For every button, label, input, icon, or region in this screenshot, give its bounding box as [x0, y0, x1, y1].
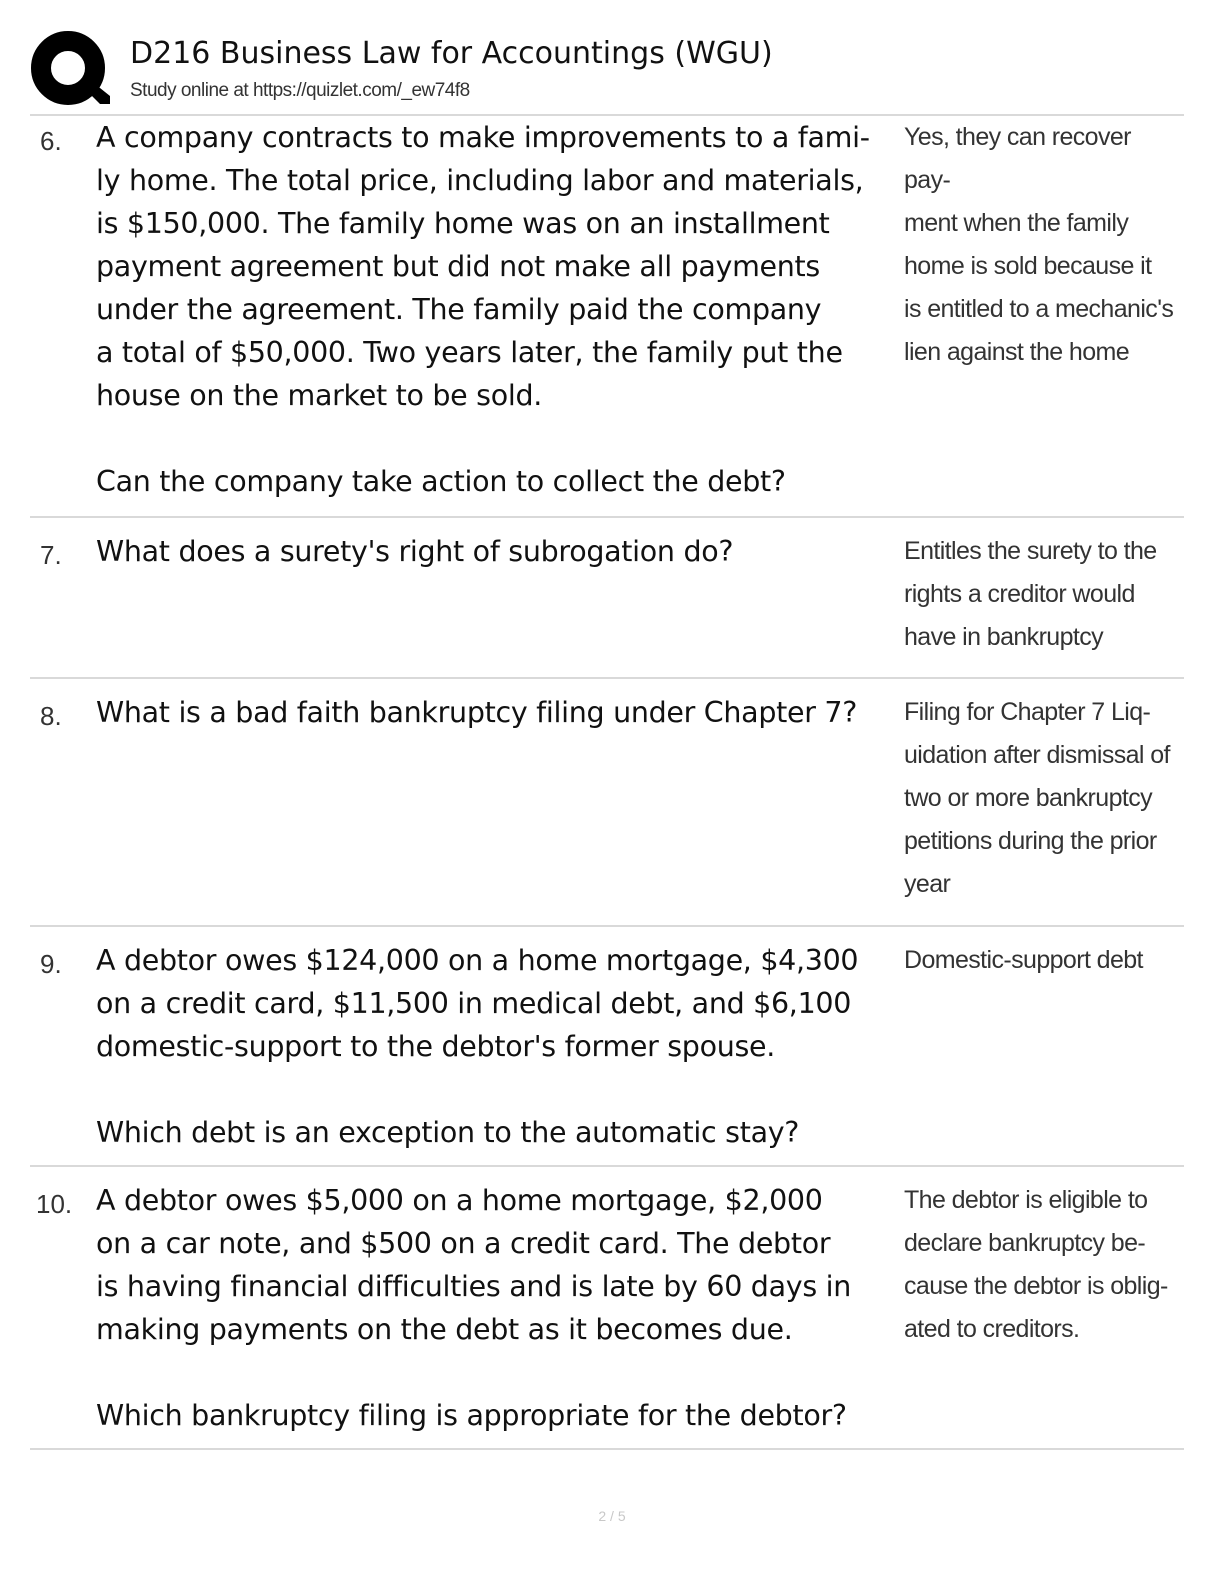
card-number: 7.: [40, 540, 62, 570]
page-number: 2 / 5: [598, 1508, 626, 1524]
quizlet-logo-icon: [30, 30, 110, 110]
card-number: 9.: [40, 949, 62, 979]
card-answer: Entitles the surety to the rights a creditor would have in bankruptcy: [904, 537, 1157, 651]
card-number: 8.: [40, 701, 62, 731]
study-link[interactable]: Study online at https://quizlet.com/_ew74f8: [130, 80, 470, 101]
flashcard-list: [30, 114, 1184, 1450]
flashcard: [30, 927, 1184, 1167]
flashcard: [30, 114, 1184, 518]
card-question: A debtor owes $124,000 on a home mortgage, $4,300 on a credit card, $11,500 in medical debt, and $6,100 domestic-support to the debtor's former spouse. Which debt is an exception to the automatic stay?: [96, 944, 859, 1149]
card-question: What does a surety's right of subrogation do?: [96, 535, 734, 568]
card-answer: The debtor is eligible to declare bankruptcy be- cause the debtor is oblig- ated to creditors.: [904, 1186, 1168, 1343]
card-number: 10.: [36, 1189, 73, 1219]
card-answer: Filing for Chapter 7 Liq- uidation after dismissal of two or more bankruptcy petitions during the prior year: [904, 698, 1170, 898]
card-answer: Yes, they can recover pay- ment when the family home is sold because it is entitled to a mechanic's lien against the home: [904, 123, 1174, 366]
page-header: [30, 26, 1184, 116]
card-answer: Domestic-support debt: [904, 946, 1143, 974]
card-question: A company contracts to make improvements to a fami- ly home. The total price, including labor and materials, is $150,000. The family home was on an installment payment agreement but did not make all payments under the agreement. The family paid the company a total of $50,000. Two years later, the family put the house on the market to be sold. Can the company take action to collect the debt?: [96, 121, 870, 498]
card-question: What is a bad faith bankruptcy filing under Chapter 7?: [96, 696, 858, 729]
card-number: 6.: [40, 126, 62, 156]
page-title: D216 Business Law for Accountings (WGU): [130, 36, 773, 71]
card-question: A debtor owes $5,000 on a home mortgage, $2,000 on a car note, and $500 on a credit card. The debtor is having financial difficulties and is late by 60 days in making payments on the debt as it becomes due. Which bankruptcy filing is appropriate for the debtor?: [96, 1184, 852, 1432]
flashcard: [30, 518, 1184, 679]
flashcard: [30, 1167, 1184, 1450]
flashcard: [30, 679, 1184, 927]
